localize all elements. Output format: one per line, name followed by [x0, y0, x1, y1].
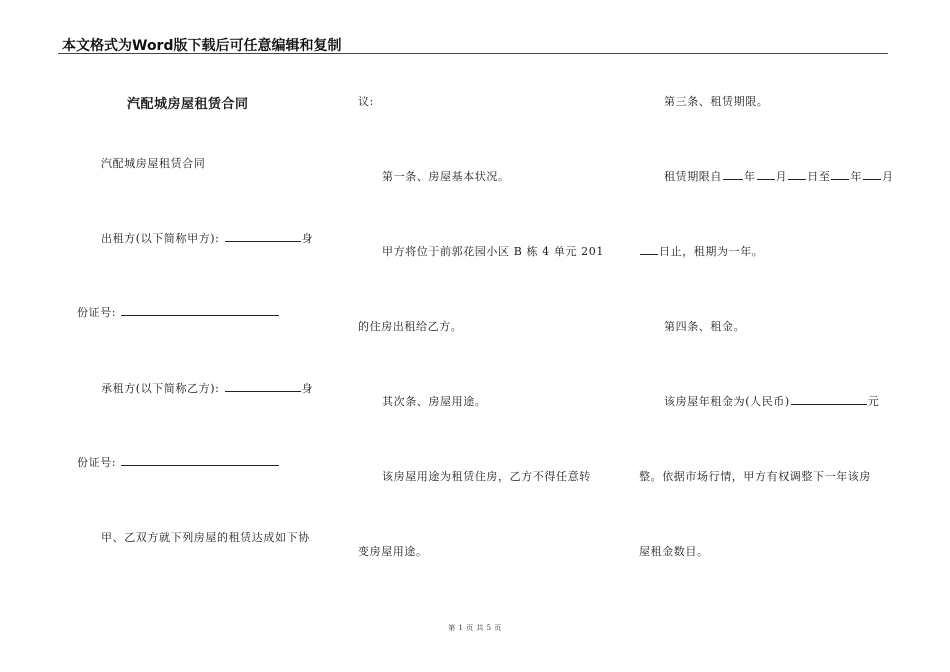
article-1-heading: 第一条、房屋基本状况。	[382, 170, 510, 183]
lessor-label: 出租方(以下简称甲方):	[101, 232, 220, 245]
article-2-body-line2: 变房屋用途。	[358, 545, 428, 558]
rent-body-line1: 整。依据市场行情，甲方有权调整下一年该房	[639, 470, 871, 483]
document-title: 汽配城房屋租赁合同	[127, 97, 249, 112]
start-day-blank	[788, 169, 806, 180]
lessee-suffix: 身	[301, 382, 314, 395]
lessee-label: 承租方(以下简称乙方):	[101, 382, 220, 395]
lease-term-end-text: 日止，租期为一年。	[659, 245, 764, 258]
article-4-heading: 第四条、租金。	[664, 320, 746, 333]
end-year-label: 年	[850, 170, 863, 183]
lessor-line	[101, 230, 313, 246]
article-2-heading: 其次条、房屋用途。	[382, 395, 487, 408]
end-year-blank	[831, 169, 849, 180]
start-month-blank	[757, 169, 775, 180]
end-day-blank	[640, 244, 658, 255]
end-month-blank	[863, 169, 881, 180]
lessee-name-blank	[225, 381, 301, 392]
lessee-id-blank	[121, 455, 279, 466]
article-2-body-line1: 该房屋用途为租赁住房，乙方不得任意转	[382, 470, 591, 483]
rent-body-line2: 屋租金数目。	[639, 545, 709, 558]
lessor-id-line	[77, 304, 280, 320]
lease-term-end-line	[639, 243, 763, 259]
page-number: 第 1 页 共 5 页	[448, 624, 502, 632]
end-month-label: 月	[882, 170, 894, 183]
header-divider	[58, 53, 888, 54]
article-3-heading: 第三条、租赁期限。	[664, 95, 769, 108]
lessee-line	[101, 380, 313, 396]
lessor-id-label: 份证号:	[77, 306, 117, 319]
year-label: 年	[744, 170, 756, 183]
month-label: 月	[775, 170, 788, 183]
lease-term-line	[664, 168, 894, 184]
lessor-id-blank	[121, 305, 279, 316]
start-year-blank	[723, 169, 743, 180]
day-to-label: 日至	[807, 170, 831, 183]
rent-unit: 元	[867, 395, 880, 408]
lessee-id-label: 份证号:	[77, 456, 117, 469]
lessee-id-line	[77, 454, 280, 470]
document-banner: 本文格式为Word版下载后可任意编辑和复制	[62, 38, 342, 54]
lease-term-start-label: 租赁期限自	[664, 170, 722, 183]
agreement-intro: 甲、乙双方就下列房屋的租赁达成如下协	[101, 531, 310, 544]
contract-subtitle: 汽配城房屋租赁合同	[101, 157, 206, 170]
lessor-suffix: 身	[301, 232, 314, 245]
lessor-name-blank	[225, 231, 301, 242]
rent-line	[664, 393, 879, 409]
rent-label: 该房屋年租金为(人民币)	[664, 395, 790, 408]
article-1-body-line2: 的住房出租给乙方。	[358, 320, 463, 333]
rent-amount-blank	[791, 394, 867, 405]
agreement-continuation: 议:	[358, 95, 374, 108]
article-1-body-line1: 甲方将位于前郭花园小区 B 栋 4 单元 201	[382, 245, 604, 258]
